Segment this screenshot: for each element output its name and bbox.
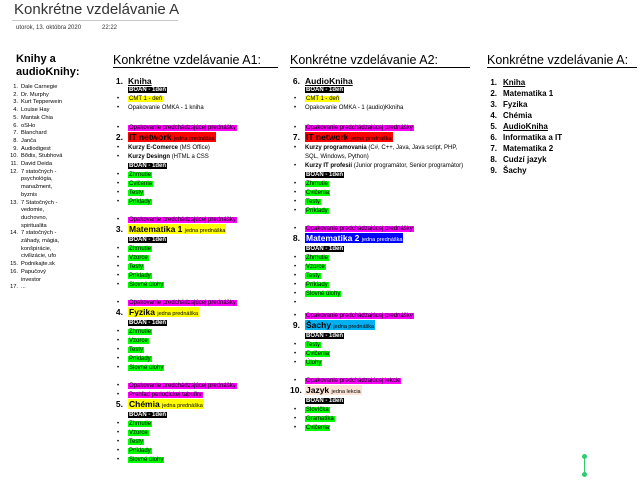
summary-item-number: 4.	[490, 111, 497, 120]
book-item	[6, 130, 96, 138]
book-item-number: 13.	[10, 199, 18, 206]
book-item	[6, 176, 96, 184]
book-item-number: 8.	[13, 137, 18, 144]
summary-item-text: Kniha	[503, 78, 526, 87]
book-item-number: 15.	[10, 261, 18, 268]
book-item	[6, 84, 96, 92]
book-item	[6, 269, 96, 277]
book-item-number: 3.	[13, 99, 18, 106]
title-underline	[12, 20, 178, 21]
a2-audiokniha: 6. AudioKniha BOAN - 1deň • CMT 1 - deň • Opakovanie OMKA - 1 (audio)Kkniha	[290, 77, 470, 113]
book-item-text: Papučový	[21, 268, 46, 275]
summary-item	[487, 88, 637, 99]
book-item	[6, 184, 96, 192]
a2-jazyk: 10. Jazyk jedna lekcia BOAN - 1deň • Slovíčka • Gramatika • Cvičenia	[290, 386, 470, 433]
book-item-text: byznis	[21, 191, 38, 198]
a1-kniha: 1. Kniha BOAN - 1deň • CMT 1 - deň • Opakovanie OMKA - 1 kniha	[113, 77, 278, 113]
book-item-text: konšpirácie,	[21, 245, 52, 252]
book-item-text: spiritualita	[21, 222, 47, 229]
book-item	[6, 161, 96, 169]
book-item	[6, 123, 96, 131]
book-item-number: 2.	[13, 91, 18, 98]
book-item-text: manažment,	[21, 184, 53, 191]
summary-item-number: 3.	[490, 100, 497, 109]
book-item-text: Bődis, Stubhová	[21, 153, 63, 160]
book-item-text: Blanchard	[21, 130, 47, 137]
resize-handle-bottom[interactable]	[582, 472, 587, 477]
column-a1: Konkrétne vzdelávanie A1: 1. Kniha BOAN - 1deň • CMT 1 - deň • Opakovanie OMKA - 1 kniha • Opakovanie predchádzajúcej prednášky 2. IT network jedna prednáška • Kurzy E-Comerce (MS Office) • Kurzy Desingn (HTML a CSS BOAN - 1deň • Zhrnutie • Cvičenia • Testy • Príklady • Opakovanie predchádzajúcej prednášky 3. Matematika 1 jedna prednáška BOAN - 1deň • Zhrnutie • Vzorce • Testy • Príklady • Slovné úlohy • Opakovanie predchádzajúcej prednášky 4. Fyzika jedna prednáška BOAN - 1deň • Zhrnutie • Vzorce • Testy • Príklady • Slovné úlohy • Opakovanie predchádzajúcej prednášky • Prehľad periodickej tabuľky 5. Chémia jedna prednáška BOAN - 1deň • Zhrnutie • Vzorce • Testy • Príklady • Slovné úlohy	[113, 53, 278, 465]
summary-item-text: Fyzika	[503, 100, 528, 109]
book-item	[6, 246, 96, 254]
summary-item	[487, 110, 637, 121]
book-item-text: Audiodigest	[21, 145, 51, 152]
book-item-text: Mantak Chia	[21, 114, 53, 121]
summary-item-text: AudioKniha	[503, 122, 548, 131]
a2-matematika-2: 8. Matematika 2 jedna prednáška BOAN - 1deň • Zhrnutie • Vzorce • Testy • Príklady • Slovné úlohy •	[290, 234, 470, 308]
a1-fyzika: 4. Fyzika jedna prednáška BOAN - 1deň • Zhrnutie • Vzorce • Testy • Príklady • Slovné úlohy	[113, 308, 278, 373]
book-item-text: 7 Statočných -	[21, 199, 58, 206]
book-item-text: Podnikajte.sk	[21, 261, 55, 268]
summary-item-text: Informatika a IT	[503, 133, 563, 142]
book-item-number: 10.	[10, 153, 18, 160]
column-a-heading: Konkrétne vzdelávanie A:	[487, 53, 637, 68]
summary-item	[487, 165, 637, 176]
book-item	[6, 215, 96, 223]
summary-item-number: 2.	[490, 89, 497, 98]
summary-item-number: 5.	[490, 122, 497, 131]
book-item-text: ...	[21, 284, 26, 291]
a1-chemia: 5. Chémia jedna prednáška BOAN - 1deň • Zhrnutie • Vzorce • Testy • Príklady • Slovné úlohy	[113, 400, 278, 465]
book-item	[6, 261, 96, 269]
summary-item-text: Šachy	[503, 166, 527, 175]
summary-item-number: 8.	[490, 155, 497, 164]
summary-item-number: 9.	[490, 166, 497, 175]
summary-item	[487, 77, 637, 88]
book-item	[6, 169, 96, 177]
summary-item-text: Chémia	[503, 111, 532, 120]
book-item-text: vedomie,	[21, 207, 45, 214]
book-item-text: David Deida	[21, 161, 52, 168]
book-item-text: Janča	[21, 137, 37, 144]
column-a	[487, 53, 637, 176]
book-item	[6, 253, 96, 261]
book-item	[6, 92, 96, 100]
book-item-text: záhady, mágia,	[21, 238, 60, 245]
book-item	[6, 230, 96, 238]
book-item-number: 17.	[10, 284, 18, 291]
books-heading: Knihy a audioKnihy:	[16, 53, 80, 78]
book-item	[6, 200, 96, 208]
book-item-number: 1.	[13, 84, 18, 90]
book-item-number: 6.	[13, 122, 18, 129]
book-item	[6, 107, 96, 115]
book-item	[6, 277, 96, 285]
book-item-text: 7 statočných -	[21, 168, 57, 175]
book-item	[6, 138, 96, 146]
column-a2-heading: Konkrétne vzdelávanie A2:	[290, 53, 470, 68]
summary-item-text: Matematika 2	[503, 144, 554, 153]
summary-item-text: Matematika 1	[503, 89, 554, 98]
book-item	[6, 223, 96, 231]
book-item-text: civilizácie, ufo	[21, 253, 57, 260]
book-item	[6, 153, 96, 161]
a2-sachy: 9. Šachy jedna prednáška BOAN - 1deň • Testy • Cvičenia • Úlohy	[290, 321, 470, 368]
column-a-list	[487, 77, 637, 176]
summary-item	[487, 132, 637, 143]
book-item	[6, 115, 96, 123]
book-item-text: duchovno,	[21, 214, 48, 221]
book-item-number: 12.	[10, 168, 18, 175]
summary-item-text: Cudzí jazyk	[503, 155, 547, 164]
book-item-number: 4.	[13, 107, 18, 114]
book-item-number: 14.	[10, 230, 18, 237]
a1-matematika-1: 3. Matematika 1 jedna prednáška BOAN - 1deň • Zhrnutie • Vzorce • Testy • Príklady • Slovné úlohy	[113, 225, 278, 290]
book-item	[6, 99, 96, 107]
book-item-text: Dr. Murphy	[21, 91, 49, 98]
summary-item	[487, 143, 637, 154]
book-item-text: oSHo	[21, 122, 36, 129]
a2-it-network: 7. IT network jedna prednáška • Kurzy programovania (C#, C++, Java, Java script, PHP, SQL, Windows, Python) • Kurzy IT profesií (Junior programátor, Senior programátor) BOAN - 1deň • Zhrnutie • Cvičenia • Testy • Príklady	[290, 133, 470, 216]
book-item-text: psychológia,	[21, 176, 53, 183]
book-item-number: 9.	[13, 145, 18, 152]
book-item-text: Kurt Tepperwein	[21, 99, 62, 106]
book-item-text: 7 statočných -	[21, 230, 57, 237]
book-item-text: investor	[21, 276, 41, 283]
summary-item	[487, 154, 637, 165]
book-item-text: Louise Hay	[21, 107, 50, 114]
page-time: 22:22	[102, 25, 118, 31]
resize-handle-top[interactable]	[582, 454, 587, 459]
book-item	[6, 238, 96, 246]
page-title: Konkrétne vzdelávanie A	[14, 1, 180, 18]
column-a2: Konkrétne vzdelávanie A2: 6. AudioKniha BOAN - 1deň • CMT 1 - deň • Opakovanie OMKA - 1 (audio)Kkniha • Opakovanie predchádzajúcej prednášky 7. IT network jedna prednáška • Kurzy programovania (C#, C++, Java, Java script, PHP, SQL, Windows, Python) • Kurzy IT profesií (Junior programátor, Senior programátor) BOAN - 1deň • Zhrnutie • Cvičenia • Testy • Príklady • Opakovanie predchádzajúcej prednášky 8. Matematika 2 jedna prednáška BOAN - 1deň • Zhrnutie • Vzorce • Testy • Príklady • Slovné úlohy • • Opakovanie predchádzajúcej prednášky 9. Šachy jedna prednáška BOAN - 1deň • Testy • Cvičenia • Úlohy • Opakovanie predchádzajúcej lekcie 10. Jazyk jedna lekcia BOAN - 1deň • Slovíčka • Gramatika • Cvičenia	[290, 53, 470, 433]
summary-item	[487, 99, 637, 110]
book-item-number: 16.	[10, 268, 18, 275]
book-item	[6, 146, 96, 154]
book-item-number: 11.	[10, 161, 18, 168]
page-date: utorok, 13. októbra 2020	[16, 25, 82, 31]
books-list	[6, 84, 96, 292]
book-item-text: Dale Carnegie	[21, 84, 58, 90]
summary-item	[487, 121, 637, 132]
book-item-number: 7.	[13, 130, 18, 137]
column-a1-heading: Konkrétne vzdelávanie A1:	[113, 53, 278, 68]
summary-item-number: 6.	[490, 133, 497, 142]
book-item	[6, 192, 96, 200]
a1-it-network: 2. IT network jedna prednáška • Kurzy E-Comerce (MS Office) • Kurzy Desingn (HTML a CSS BOAN - 1deň • Zhrnutie • Cvičenia • Testy • Príklady	[113, 133, 278, 207]
book-item	[6, 207, 96, 215]
book-item	[6, 284, 96, 292]
book-item-number: 5.	[13, 114, 18, 121]
summary-item-number: 7.	[490, 144, 497, 153]
summary-item-number: 1.	[490, 78, 497, 87]
